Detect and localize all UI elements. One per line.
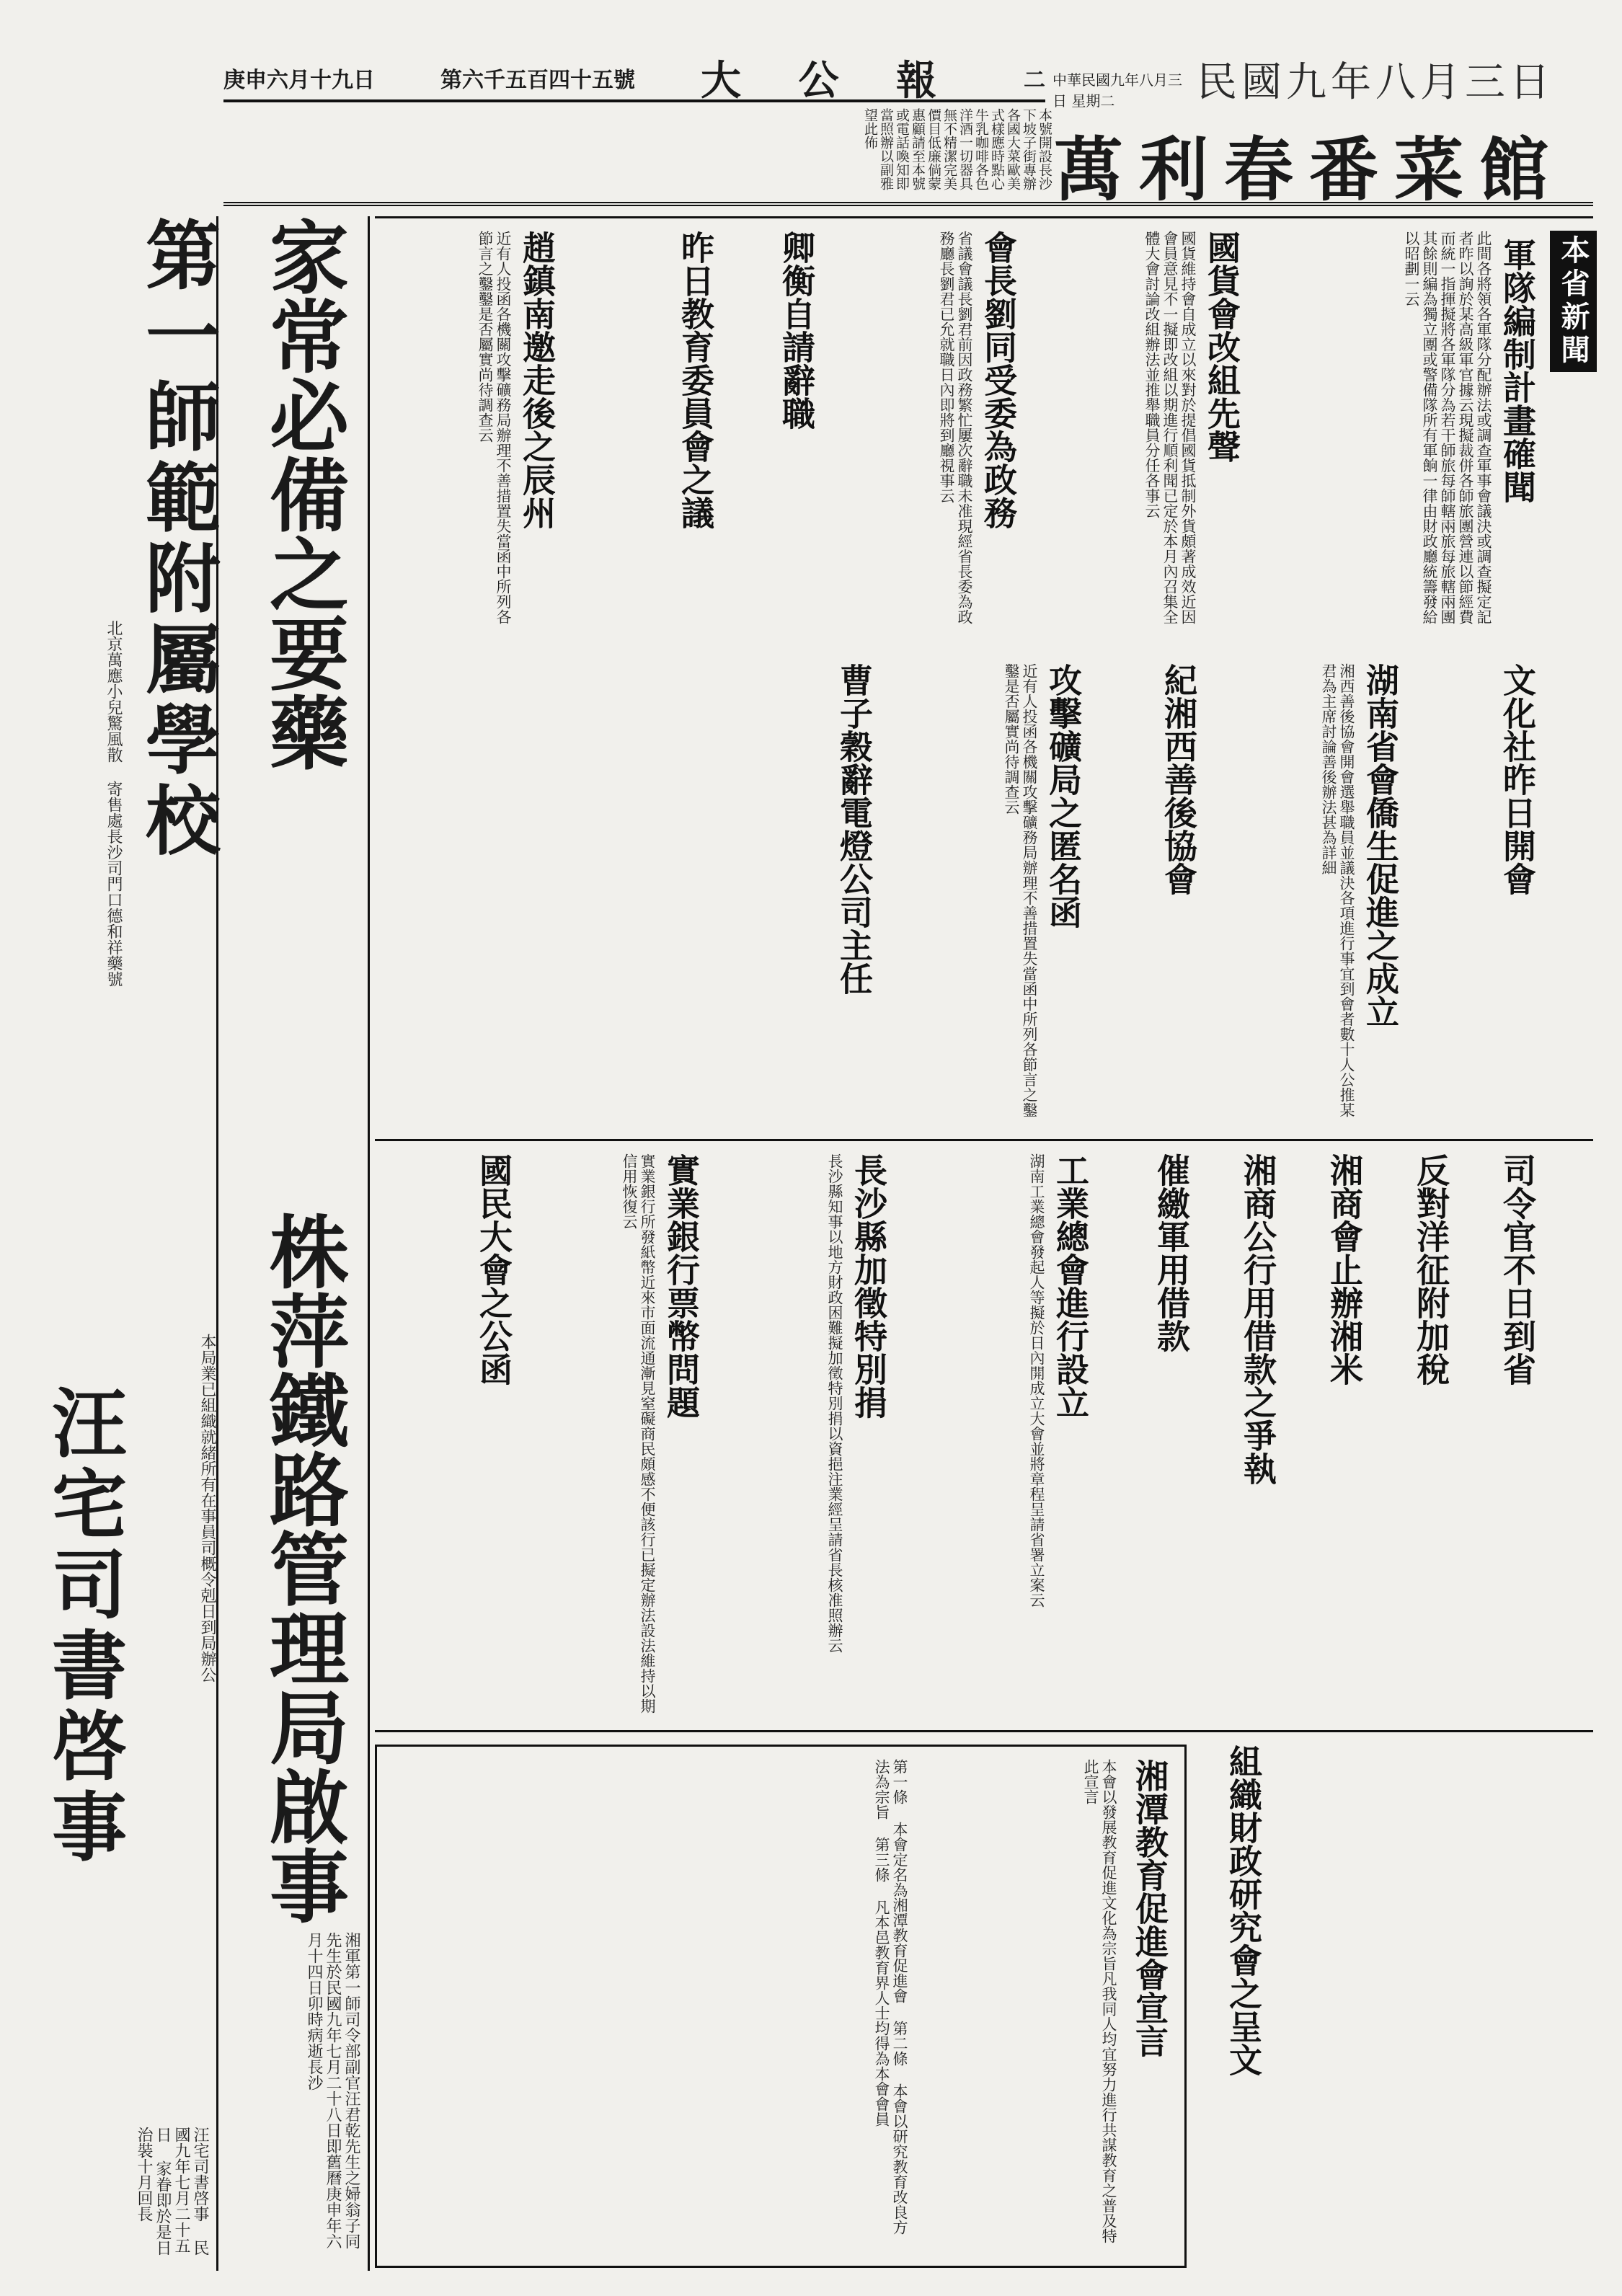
lunar-date: 庚申六月十九日	[223, 68, 375, 93]
left-ad-small-4: 湘軍第一師司令部副官汪君乾先生之婦翁子同先生於民國九年七月二十八日即舊曆庚申年六月十四日卯時病逝長沙	[305, 1932, 360, 2249]
middle-rule-1	[375, 1139, 1593, 1141]
article-industrial-association: 湖南工業總會發起人等擬於日內開成立大會並將章程呈請省署立案云	[1028, 1153, 1045, 1608]
masthead-date: 中華民國九年八月三日 星期二	[1052, 71, 1182, 110]
banner-ad	[223, 108, 1593, 210]
middle-rule-2	[375, 1730, 1593, 1732]
article-special-tax: 長沙縣知事以地方財政困難擬加徵特別捐以資挹注業經呈請省長核准照辦云	[826, 1153, 843, 1653]
headline-loan-dispute: 湘商公行用借款之爭執	[1238, 1153, 1277, 1485]
article-anonymous-letter: 近有人投函各機關攻擊礦務局辦理不善措置失當函中所列各節言之鑿鑿是否屬實尚待調查云	[1003, 663, 1038, 1117]
headline-commander: 司令官不日到省	[1498, 1153, 1537, 1386]
headline-national-goods: 國貨會改組先聲	[1202, 231, 1241, 463]
left-ad-small-2: 本局業已組織就緒所有在事員司概令剋日到局辦公	[198, 1334, 216, 1683]
headline-industrial-association: 工業總會進行設立	[1051, 1153, 1090, 1419]
headline-military-loan: 催繳軍用借款	[1152, 1153, 1191, 1352]
headline-chenzhou: 趙鎮南邀走後之辰州	[518, 231, 557, 529]
handwritten-date: 民國九年八月三日	[1197, 59, 1554, 106]
headline-resignation: 卿衡自請辭職	[777, 231, 816, 430]
headline-anonymous-letter: 攻擊礦局之匿名函	[1044, 663, 1083, 928]
headline-rice-embargo: 湘商會止辦湘米	[1325, 1153, 1364, 1386]
banner-ad-shop-name: 萬利春番菜館	[1054, 129, 1564, 210]
headline-finance-research: 組織財政研究會之呈文	[1224, 1745, 1263, 2076]
headline-national-assembly: 國民大會之公函	[474, 1153, 513, 1386]
headline-xiangxi-council: 紀湘西善後協會	[1159, 663, 1198, 895]
article-xiangtan-charter: 第一條 本會定名為湘潭教育促進會 第二條 本會以研究教育改良方法為宗旨 第三條 凡本邑教育界人士均得為本會會員	[873, 1759, 908, 2235]
headline-electric-company: 曹子穀辭電燈公司主任	[835, 663, 874, 995]
main-news-area	[375, 216, 1600, 2278]
page-number: 二	[1024, 68, 1045, 93]
left-ad-title-4: 株萍鐵路管理局啟事	[257, 1211, 350, 1925]
headline-culture-society: 文化社昨日開會	[1498, 663, 1537, 895]
headline-special-tax: 長沙縣加徵特別捐	[849, 1153, 888, 1419]
left-ad-column	[0, 216, 221, 2271]
article-xiangtan-declaration: 本會以發展教育促進文化為宗旨凡我同人均宜努力進行共謀教育之普及特此宣言	[1082, 1759, 1117, 2243]
left-ad-small-3: 汪宅司書啓事 民國九年七月二十五日 家眷即於是日治裝十月回長	[135, 2127, 209, 2256]
masthead	[223, 56, 1045, 105]
article-bank-notes: 實業銀行所發紙幣近來市面流通漸見窒礙商民頗感不便該行已擬定辦法設法維持以期信用恢復云	[621, 1153, 656, 1714]
article-national-goods: 國貨維持會自成立以來對於提倡國貨抵制外貨頗著成效近因會員意見不一擬即改組以期進行順利聞已定於本月內召集全體大會討論改組辦法並推舉職員分任各事云	[1143, 231, 1197, 624]
headline-xiangtan-education: 湘潭教育促進會宣言	[1130, 1759, 1169, 2057]
article-political-affairs: 省議會議長劉君前因政務繁忙屢次辭職未准現經省長委為政務廳長劉君已允就職日內即將到廳視事云	[938, 231, 973, 624]
article-overseas-students: 湘西善後協會開會選舉職員並議決各項進行事宜到會者數十人公推某君為主席討論善後辦法甚為詳細	[1320, 663, 1355, 1117]
headline-education-committee: 昨日教育委員會之議	[676, 231, 715, 529]
left-ad-title-2: 汪宅司書啓事	[39, 1384, 128, 1869]
paper-name: 大 公 報	[701, 57, 958, 105]
left-ad-title-3: 家常必備之要藥	[257, 216, 350, 771]
left-ad-title-1: 第一師範附屬學校	[133, 216, 221, 862]
banner-ad-text: 本號開設長沙下坡子街專辦各國大菜歐美式樣應時點心牛乳咖啡各色洋酒一切器具無不精潔完美價目低廉倘蒙惠顧請至本號或電話喚知即當照辦以副雅望此佈	[862, 108, 1052, 190]
article-military-plan: 此間各將領各軍隊分配辦法或調查軍事會議決或調查擬定記者昨以詢於某高級軍官據云現擬裁併各師旅團營連以節經費而統一指揮擬將各軍隊分為若干師旅每師轄兩旅每旅轄兩團其餘則編為獨立團或警備隊所有軍餉一律由財政廳統籌發給以昭劃一云	[1403, 231, 1492, 624]
issue-number: 第六千五百四十五號	[440, 68, 635, 93]
headline-political-affairs: 會長劉同受委為政務	[979, 231, 1018, 529]
headline-overseas-students: 湖南省會僑生促進之成立	[1361, 663, 1400, 1028]
headline-military-plan: 軍隊編制計畫確聞	[1498, 238, 1537, 503]
top-rule	[375, 216, 1593, 218]
headline-foreign-tax: 反對洋征附加稅	[1412, 1153, 1450, 1386]
article-chenzhou: 近有人投函各機關攻擊礦務局辦理不善措置失當函中所列各節言之鑿鑿是否屬實尚待調查云	[477, 231, 512, 624]
section-tag-local-news: 本省新聞	[1550, 231, 1597, 372]
left-ad-small-1: 北京萬應小兒驚風散 寄售處長沙司門口德和祥藥號	[105, 620, 123, 987]
headline-bank-notes: 實業銀行票幣問題	[662, 1153, 701, 1419]
